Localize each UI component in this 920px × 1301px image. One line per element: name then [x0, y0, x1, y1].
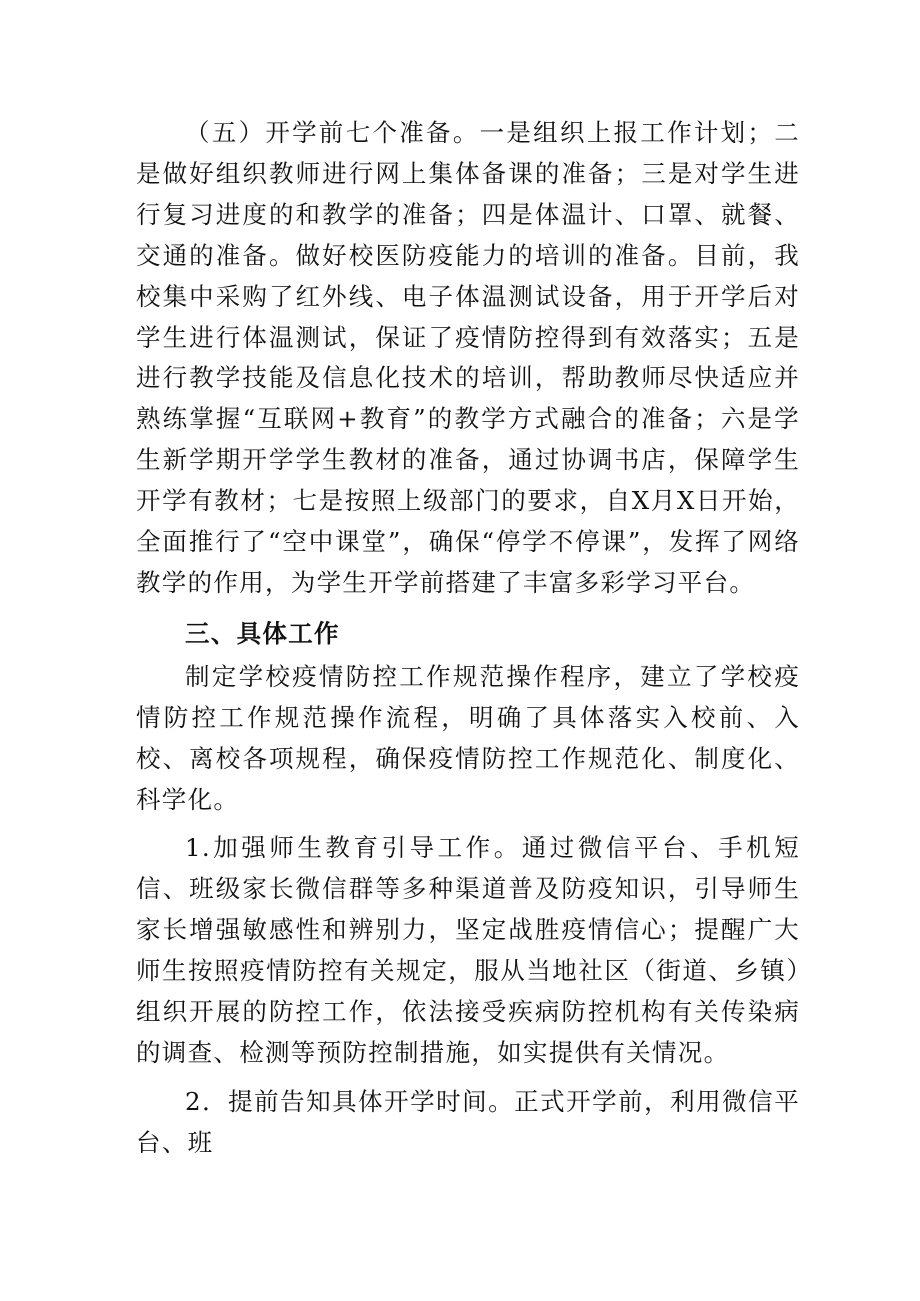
paragraph-procedures: 制定学校疫情防控工作规范操作程序，建立了学校疫情防控工作规范操作流程，明确了具体落实入校前、入校、离校各项规程，确保疫情防控工作规范化、制度化、科学化。	[136, 661, 800, 814]
paragraph-item-1: 1.加强师生教育引导工作。通过微信平台、手机短信、班级家长微信群等多种渠道普及防疫知识，引导师生家长增强敏感性和辨别力，坚定战胜疫情信心；提醒广大师生按照疫情防控有关规定，服从当地社区（街道、乡镇）组织开展的防控工作，依法接受疾病防控机构有关传染病的调查、检测等预防控制措施，如实提供有关情况。	[136, 833, 800, 1067]
paragraph-gap	[136, 820, 800, 828]
section-heading-specific-work: 三、具体工作	[185, 618, 340, 648]
paragraph-gap	[136, 604, 800, 612]
document-body	[136, 113, 800, 1164]
paragraph-item-2: 2．提前告知具体开学时间。正式开学前，利用微信平台、班	[136, 1086, 800, 1157]
paragraph-gap	[136, 1074, 800, 1082]
paragraph-five-preparations: （五）开学前七个准备。一是组织上报工作计划；二是做好组织教师进行网上集体备课的准备；三是对学生进行复习进度的和教学的准备；四是体温计、口罩、就餐、交通的准备。做好校医防疫能力的培训的准备。目前，我校集中采购了红外线、电子体温测试设备，用于开学后对学生进行体温测试，保证了疫情防控得到有效落实；五是进行教学技能及信息化技术的培训，帮助教师尽快适应并熟练掌握“互联网+教育”的教学方式融合的准备；六是学生新学期开学学生教材的准备，通过协调书店，保障学生开学有教材；七是按照上级部门的要求，自X月X日开始，全面推行了“空中课堂”，确保“停学不停课”，发挥了网络教学的作用，为学生开学前搭建了丰富多彩学习平台。	[136, 118, 800, 597]
